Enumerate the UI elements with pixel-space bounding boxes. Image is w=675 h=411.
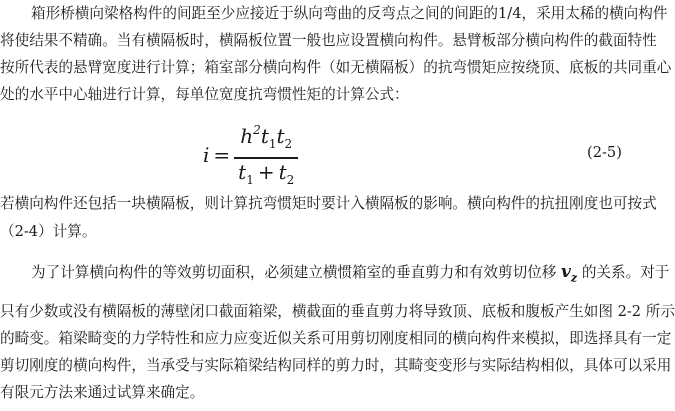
numerator-t1: t [260, 124, 269, 149]
paragraph-line-5: 若横向构件还包括一块横隔板，则计算抗弯惯矩时要计入横隔板的影响。横向构件的抗扭刚度也可按式 [0, 195, 657, 212]
inline-variable-symbol: v [561, 262, 571, 282]
equation-2-5 [0, 124, 656, 186]
denominator-plus: + [257, 159, 275, 184]
denominator-sub2: 2 [286, 172, 295, 187]
paragraph-line-10: 剪切刚度的横向构件，当承受与实际箱梁结构同样的剪力时，其畸变变形与实际结构相似，具体可以采用 [0, 357, 672, 374]
numerator-h: h [240, 124, 254, 149]
equation-lhs: i [203, 143, 210, 167]
denominator-t1: t [238, 159, 247, 184]
numerator-exponent: 2 [253, 123, 261, 138]
numerator-sub2: 2 [284, 137, 293, 152]
denominator-t2: t [278, 159, 287, 184]
paragraph-line-11: 有限元方法来通过试算来确定。 [0, 384, 205, 401]
paragraph-line-7-tail: 的关系。对于 [581, 264, 670, 281]
inline-variable-vz [561, 262, 578, 285]
paragraph-line-6: （2-4）计算。 [0, 223, 97, 240]
paragraph-line-2: 将使结果不精确。当有横隔板时，横隔板位置一般也应设置横向构件。悬臂板部分横向构件的截面特性 [0, 32, 657, 49]
paragraph-line-7-text: 为了计算横向构件的等效剪切面积，必须建立横惯箱室的垂直剪力和有效剪切位移 [31, 264, 557, 281]
denominator-sub1: 1 [246, 172, 254, 187]
equation-fraction [234, 117, 298, 192]
equation-numerator [236, 117, 296, 157]
paragraph-line-3: 按所代表的悬臂宽度进行计算；箱室部分横向构件（如无横隔板）的抗弯惯矩应按绕顶、底板的共同重心 [0, 59, 672, 76]
paragraph-line-7 [0, 260, 670, 285]
paragraph-line-9: 的畸变。箱梁畸变的力学特性和应力应变近似关系可用剪切刚度相同的横向构件来模拟，即选择具有一定 [0, 330, 672, 347]
formula [203, 124, 298, 186]
equation-equals: = [213, 143, 231, 167]
paragraph-line-4: 处的水平中心轴进行计算，每单位宽度抗弯惯性矩的计算公式： [0, 86, 409, 103]
inline-variable-sub: z [570, 271, 578, 285]
equation-number: (2-5) [587, 144, 622, 161]
numerator-t2: t [276, 124, 285, 149]
numerator-sub1: 1 [268, 137, 277, 152]
equation-denominator [234, 159, 298, 193]
paragraph-line-8: 只有少数或没有横隔板的薄壁闭口截面箱梁，横截面的垂直剪力将导致顶、底板和腹板产生如图 2-2 所示 [0, 303, 675, 320]
paragraph-line-1: 箱形桥横向梁格构件的间距至少应接近于纵向弯曲的反弯点之间的间距的1/4，采用太稀的横向构件 [31, 5, 668, 22]
